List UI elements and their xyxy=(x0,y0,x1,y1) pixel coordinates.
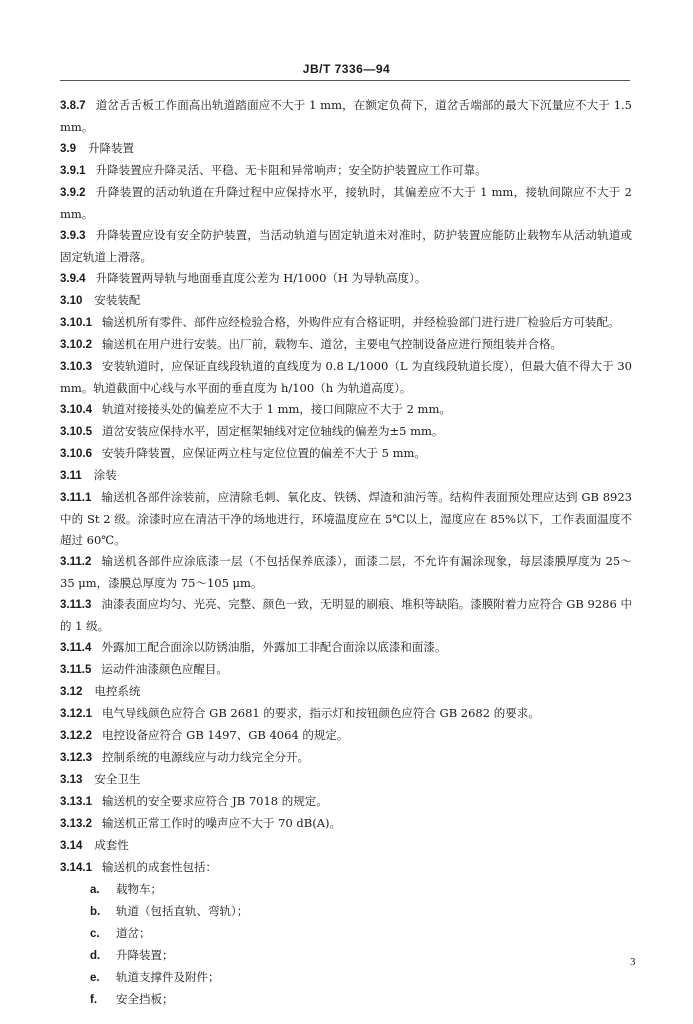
clause-text: 输送机所有零件、部件应经检验合格，外购件应有合格证明，并经检验部门进行进厂检验后方可装配。 xyxy=(101,315,620,329)
list-text: 轨道支撑件及附件； xyxy=(116,970,220,984)
clause-text: 电控系统 xyxy=(94,684,141,698)
clause-text: 道岔安装应保持水平，固定框架轴线对定位轴线的偏差为±5 mm。 xyxy=(101,424,444,438)
list-letter: a. xyxy=(90,884,100,896)
clause-list xyxy=(60,95,632,879)
list-item xyxy=(60,945,632,967)
list-text: 载物车； xyxy=(116,882,162,896)
clause-text: 输送机的成套性包括： xyxy=(101,860,217,874)
clause-paragraph xyxy=(60,487,632,551)
clause-text: 道岔舌舌板工作面高出轨道踏面应不大于 1 mm，在额定负荷下，道岔舌端部的最大下沉量应不大于 1.5 mm。 xyxy=(60,98,632,134)
header-rule xyxy=(60,80,630,81)
clause-paragraph xyxy=(60,637,632,659)
clause-paragraph xyxy=(60,725,632,747)
clause-paragraph xyxy=(60,659,632,681)
clause-paragraph xyxy=(60,182,632,225)
clause-number: 3.9.2 xyxy=(60,187,86,199)
clause-text: 轨道对接接头处的偏差应不大于 1 mm，接口间隙应不大于 2 mm。 xyxy=(101,402,451,416)
completeness-list xyxy=(60,879,632,1011)
list-letter: b. xyxy=(90,906,101,918)
clause-paragraph xyxy=(60,443,632,465)
clause-text: 输送机在用户进行安装。出厂前，载物车、道岔，主要电气控制设备应进行预组装并合格。 xyxy=(101,337,562,351)
clause-text: 升降装置两导轨与地面垂直度公差为 H/1000（H 为导轨高度）。 xyxy=(95,271,427,285)
clause-number: 3.10.5 xyxy=(60,426,92,438)
clause-paragraph xyxy=(60,225,632,268)
list-item xyxy=(60,923,632,945)
clause-number: 3.10.4 xyxy=(60,404,92,416)
clause-text: 成套性 xyxy=(94,838,129,852)
list-item xyxy=(60,989,632,1011)
clause-paragraph xyxy=(60,594,632,637)
clause-number: 3.9.3 xyxy=(60,230,86,242)
clause-text: 运动件油漆颜色应醒目。 xyxy=(101,662,228,676)
clause-paragraph xyxy=(60,95,632,138)
list-letter: e. xyxy=(90,972,100,984)
clause-paragraph xyxy=(60,160,632,182)
clause-text: 外露加工配合面涂以防锈油脂，外露加工非配合面涂以底漆和面漆。 xyxy=(101,640,447,654)
clause-paragraph xyxy=(60,813,632,835)
section-heading xyxy=(60,681,632,703)
clause-number: 3.12 xyxy=(60,686,83,698)
clause-paragraph xyxy=(60,334,632,356)
clause-paragraph xyxy=(60,268,632,290)
clause-number: 3.9.1 xyxy=(60,165,86,177)
clause-text: 安装轨道时，应保证直线段轨道的直线度为 0.8 L/1000（L 为直线段轨道长度），但最大值不得大于 30 mm。轨道截面中心线与水平面的垂直度为 h/100（h 为轨道高度）。 xyxy=(60,359,632,395)
clause-number: 3.11.1 xyxy=(60,492,92,504)
list-letter: c. xyxy=(90,928,100,940)
clause-text: 安全卫生 xyxy=(94,772,141,786)
clause-number: 3.10 xyxy=(60,295,83,307)
clause-text: 安装升降装置，应保证两立柱与定位位置的偏差不大于 5 mm。 xyxy=(101,446,426,460)
section-heading xyxy=(60,465,632,487)
clause-text: 电气导线颜色应符合 GB 2681 的要求，指示灯和按钮颜色应符合 GB 2682 的要求。 xyxy=(101,706,540,720)
clause-number: 3.10.2 xyxy=(60,339,92,351)
clause-number: 3.11 xyxy=(60,470,82,482)
clause-number: 3.12.3 xyxy=(60,752,92,764)
clause-number: 3.13.1 xyxy=(60,796,92,808)
document-body xyxy=(60,95,632,1011)
list-item xyxy=(60,967,632,989)
clause-paragraph xyxy=(60,399,632,421)
section-heading xyxy=(60,290,632,312)
clause-number: 3.12.1 xyxy=(60,708,92,720)
clause-paragraph xyxy=(60,312,632,334)
clause-paragraph xyxy=(60,703,632,725)
list-letter: f. xyxy=(90,994,98,1006)
clause-text: 输送机各部件应涂底漆一层（不包括保养底漆），面漆二层，不允许有漏涂现象，每层漆膜厚度为 25～35 μm，漆膜总厚度为 75～105 μm。 xyxy=(60,554,632,590)
clause-number: 3.9 xyxy=(60,143,76,155)
standard-header: JB/T 7336—94 xyxy=(302,62,391,76)
list-text: 轨道（包括直轨、弯轨）； xyxy=(116,904,249,918)
clause-text: 电控设备应符合 GB 1497、GB 4064 的规定。 xyxy=(101,728,349,742)
clause-paragraph xyxy=(60,421,632,443)
page-number: 3 xyxy=(630,956,636,968)
clause-paragraph xyxy=(60,747,632,769)
list-letter: d. xyxy=(90,950,101,962)
list-item xyxy=(60,879,632,901)
section-heading xyxy=(60,835,632,857)
clause-number: 3.11.2 xyxy=(60,556,92,568)
clause-text: 控制系统的电源线应与动力线完全分开。 xyxy=(101,750,309,764)
clause-text: 输送机的安全要求应符合 JB 7018 的规定。 xyxy=(101,794,328,808)
clause-number: 3.13.2 xyxy=(60,818,92,830)
clause-number: 3.8.7 xyxy=(60,100,86,112)
section-heading xyxy=(60,138,632,160)
clause-paragraph xyxy=(60,551,632,594)
clause-number: 3.12.2 xyxy=(60,730,92,742)
clause-number: 3.14.1 xyxy=(60,862,92,874)
clause-paragraph xyxy=(60,356,632,399)
clause-number: 3.9.4 xyxy=(60,273,86,285)
section-heading xyxy=(60,769,632,791)
clause-number: 3.10.6 xyxy=(60,448,92,460)
list-text: 安全挡板； xyxy=(116,992,174,1006)
clause-text: 升降装置 xyxy=(88,141,134,155)
clause-number: 3.10.3 xyxy=(60,361,92,373)
clause-paragraph xyxy=(60,857,632,879)
clause-number: 3.11.5 xyxy=(60,664,92,676)
clause-number: 3.11.3 xyxy=(60,599,92,611)
list-text: 道岔； xyxy=(116,926,151,940)
clause-number: 3.14 xyxy=(60,840,83,852)
clause-text: 升降装置应升降灵活、平稳、无卡阻和异常响声；安全防护装置应工作可靠。 xyxy=(95,163,487,177)
list-item xyxy=(60,901,632,923)
list-text: 升降装置； xyxy=(116,948,174,962)
clause-number: 3.13 xyxy=(60,774,83,786)
clause-text: 升降装置的活动轨道在升降过程中应保持水平，接轨时，其偏差应不大于 1 mm，接轨间隙应不大于 2 mm。 xyxy=(60,185,632,221)
clause-text: 升降装置应设有安全防护装置，当活动轨道与固定轨道未对准时，防护装置应能防止载物车从活动轨道或固定轨道上滑落。 xyxy=(60,228,632,264)
clause-text: 输送机正常工作时的噪声应不大于 70 dB(A)。 xyxy=(101,816,342,830)
clause-number: 3.10.1 xyxy=(60,317,92,329)
clause-number: 3.11.4 xyxy=(60,642,92,654)
clause-paragraph xyxy=(60,791,632,813)
clause-text: 油漆表面应均匀、光亮、完整、颜色一致，无明显的刷痕、堆积等缺陷。漆膜附着力应符合 GB 9286 中的 1 级。 xyxy=(60,597,632,633)
clause-text: 涂装 xyxy=(93,468,117,482)
clause-text: 安装装配 xyxy=(94,293,141,307)
clause-text: 输送机各部件涂装前，应清除毛刺、氧化皮、铁锈、焊渣和油污等。结构件表面预处理应达到 GB 8923 中的 St 2 级。涂漆时应在清洁干净的场地进行，环境温度应在 5℃以上，湿度应在 85%以下，工作表面温度不超过 60℃。 xyxy=(60,490,632,547)
